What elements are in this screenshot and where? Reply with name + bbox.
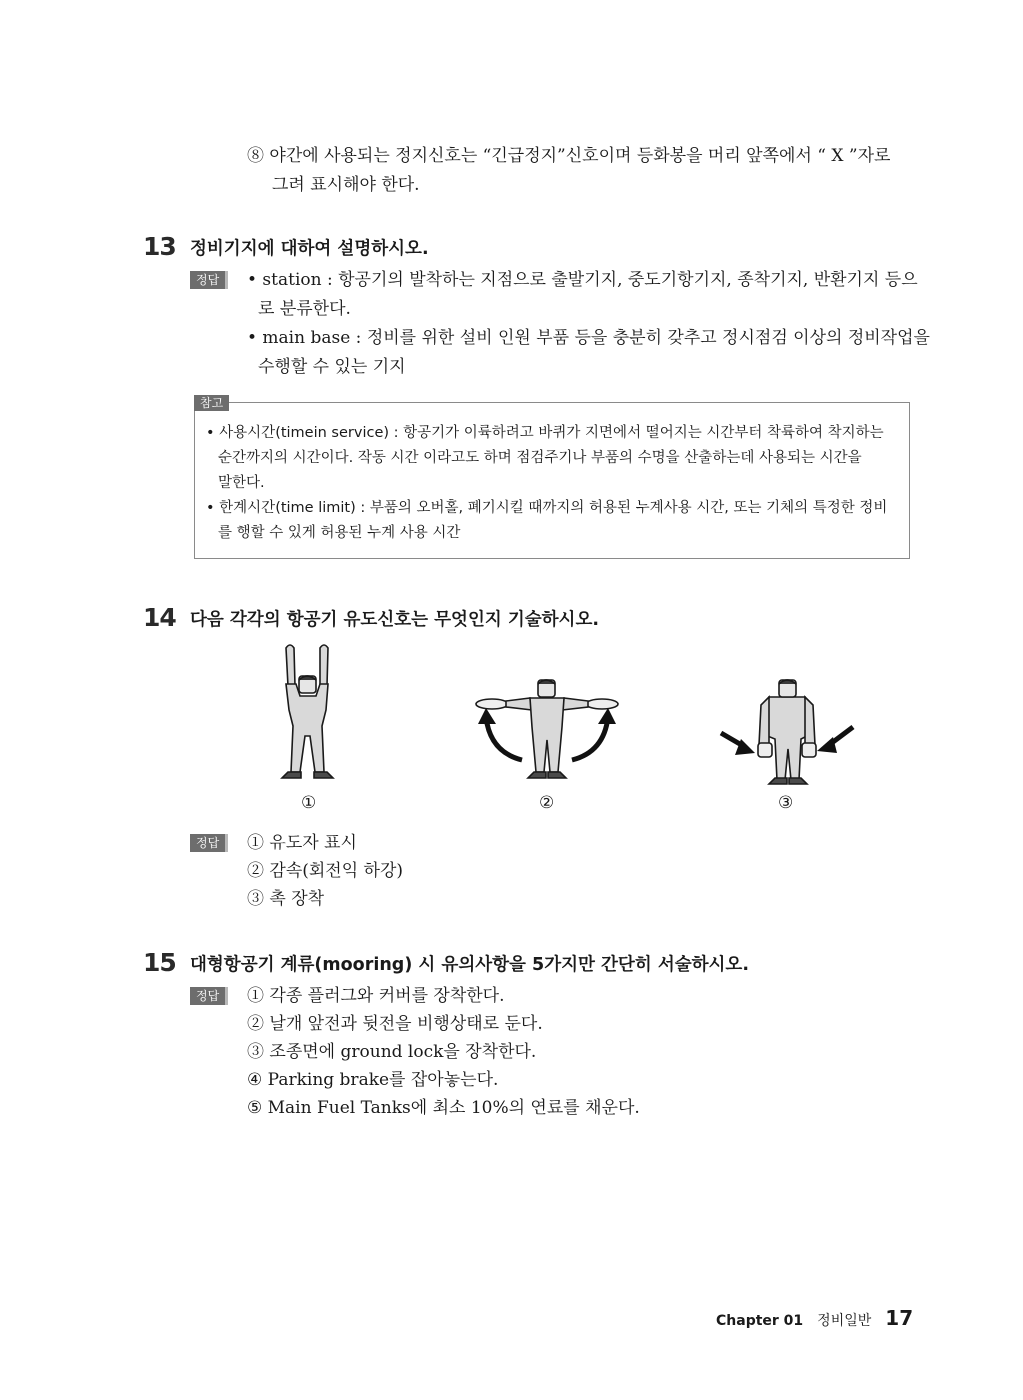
question-number-14: 14 (143, 603, 176, 632)
q15-answer-2: ② 날개 앞전과 뒷전을 비행상태로 둔다. (247, 1014, 543, 1034)
question-14-text: 다음 각각의 항공기 유도신호는 무엇인지 기술하시오. (190, 610, 600, 630)
signal-figure-3 (717, 675, 857, 785)
signal-figure-2 (472, 672, 622, 784)
q13-answer-2-line-2: 수행할 수 있는 기지 (258, 357, 406, 377)
q15-answer-3: ③ 조종면에 ground lock을 장착한다. (247, 1042, 537, 1062)
question-number-13: 13 (143, 232, 176, 261)
answer-badge-15: 정답 (190, 987, 228, 1005)
left-arm (286, 645, 295, 686)
q13-answer-2-line-1: • main base : 정비를 위한 설비 인원 부품 등을 충분히 갖추고 정시점검 이상의 정비작업을 (247, 328, 930, 348)
q14-answer-3: ③ 촉 장착 (247, 889, 325, 909)
intro-line-2: 그려 표시해야 한다. (272, 175, 420, 195)
footer-chapter: Chapter 01 (716, 1313, 804, 1329)
intro-line-1: ⑧ 야간에 사용되는 정지신호는 “긴급정지”신호이며 등화봉을 머리 앞쪽에서 “ X ”자로 (247, 146, 891, 166)
signal-figure-1 (268, 640, 348, 785)
figure-label-1: ① (301, 793, 317, 813)
q14-answer-1: ① 유도자 표시 (247, 833, 357, 853)
reference-1-line-2: 순간까지의 시간이다. 작동 시간 이라고도 하며 점검주기나 부품의 수명을 산출하는데 사용되는 시간을 (218, 450, 862, 466)
reference-1-line-3: 말한다. (218, 475, 265, 491)
question-13-text: 정비기지에 대하여 설명하시오. (190, 239, 429, 259)
question-number-15: 15 (143, 948, 176, 977)
reference-label: 참고 (194, 395, 229, 411)
q15-answer-5: ⑤ Main Fuel Tanks에 최소 10%의 연료를 채운다. (247, 1098, 640, 1118)
footer-title: 정비일반 (817, 1313, 872, 1329)
right-arm (320, 645, 328, 686)
q13-answer-1-line-2: 로 분류한다. (258, 299, 351, 319)
reference-2-line-2: 를 행할 수 있게 허용된 누계 사용 시간 (218, 525, 461, 541)
answer-badge-13: 정답 (190, 271, 228, 289)
q15-answer-1: ① 각종 플러그와 커버를 장착한다. (247, 986, 505, 1006)
page-footer (716, 1306, 913, 1330)
question-15-text: 대형항공기 계류(mooring) 시 유의사항을 5가지만 간단히 서술하시오. (190, 955, 749, 975)
q15-answer-4: ④ Parking brake를 잡아놓는다. (247, 1070, 499, 1090)
figure-label-3: ③ (778, 793, 794, 813)
page-number: 17 (885, 1306, 914, 1330)
answer-badge-14: 정답 (190, 834, 228, 852)
q14-answer-2: ② 감속(회전익 하강) (247, 861, 404, 881)
reference-1-line-1: • 사용시간(timein service) : 항공기가 이륙하려고 바퀴가 지면에서 떨어지는 시간부터 착륙하여 착지하는 (206, 425, 884, 441)
reference-2-line-1: • 한계시간(time limit) : 부품의 오버홀, 폐기시킬 때까지의 허용된 누계사용 시간, 또는 기체의 특정한 정비 (206, 500, 888, 516)
figure-label-2: ② (539, 793, 555, 813)
q13-answer-1-line-1: • station : 항공기의 발착하는 지점으로 출발기지, 중도기항기지, 종착기지, 반환기지 등으 (247, 270, 918, 290)
